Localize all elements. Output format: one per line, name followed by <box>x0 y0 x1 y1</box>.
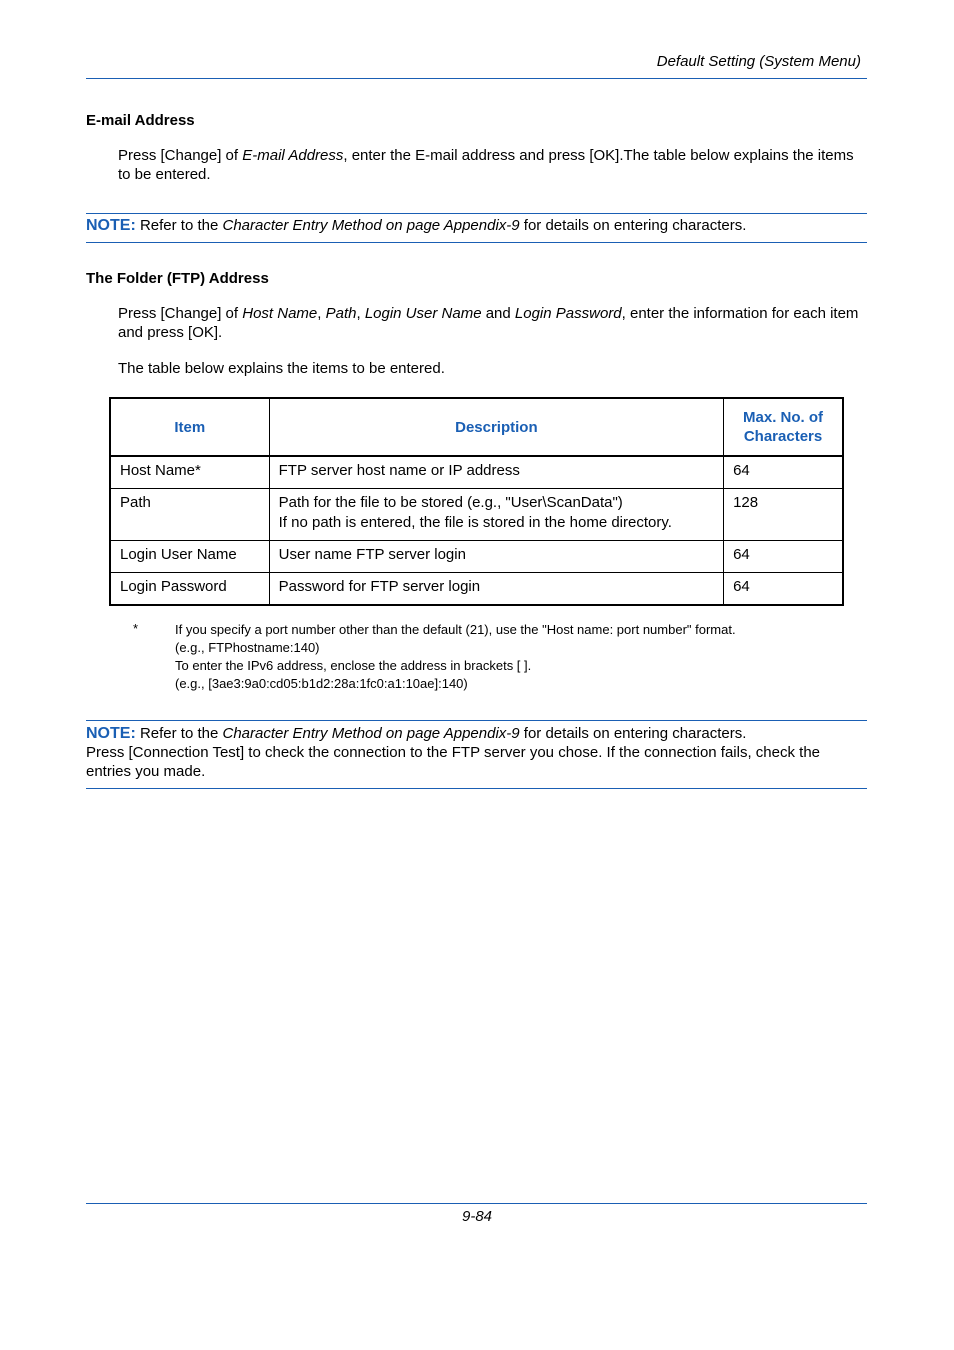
table-cell-max: 64 <box>724 573 843 606</box>
note2-text: Refer to the <box>135 725 223 742</box>
table-row <box>110 456 843 489</box>
footnote-line: If you specify a port number other than the default (21), use the "Host name: port number" format. <box>175 622 736 637</box>
ftp-para-sep: , <box>356 305 365 322</box>
table-cell-description: FTP server host name or IP address <box>269 456 723 489</box>
note2-connection-test-text: Press [Connection Test] to check the connection to the FTP server you chose. If the connection fails, check the entries you made. <box>86 744 821 780</box>
note1-text: Refer to the <box>135 217 223 234</box>
ftp-items-table <box>109 397 844 606</box>
ftp-para-sep: , <box>317 305 326 322</box>
footnote-text <box>175 621 865 693</box>
table-cell-max: 128 <box>724 489 843 541</box>
note2-text-end: for details on entering characters. <box>519 725 747 742</box>
table-header-row <box>110 398 843 456</box>
ftp-para-login-user-name: Login User Name <box>364 305 482 322</box>
note2-bottom-rule <box>86 788 867 789</box>
table-cell-item: Host Name* <box>110 456 269 489</box>
table-cell-description: User name FTP server login <box>269 541 723 573</box>
note1-bottom-rule <box>86 242 867 243</box>
table-cell-description: Password for FTP server login <box>269 573 723 606</box>
footnote-line: To enter the IPv6 address, enclose the address in brackets [ ]. <box>175 658 532 673</box>
note1 <box>86 216 868 235</box>
note1-top-rule <box>86 213 867 214</box>
ftp-para-host-name: Host Name <box>242 305 318 322</box>
note1-text-end: for details on entering characters. <box>519 217 747 234</box>
table-row <box>110 489 843 541</box>
footnote-line: (e.g., FTPhostname:140) <box>175 640 320 655</box>
table-header-item: Item <box>110 398 269 456</box>
header-max-line1: Max. No. of <box>743 409 824 426</box>
header-max-line2: Characters <box>743 428 823 445</box>
note2-label: NOTE: <box>86 725 136 742</box>
footnote-marker: * <box>133 621 139 636</box>
table-cell-item: Path <box>110 489 269 541</box>
description-line1: Path for the file to be stored (e.g., "User\ScanData") <box>278 494 623 511</box>
email-para-emphasis: E-mail Address <box>242 147 344 164</box>
description-line2: If no path is entered, the file is stored in the home directory. <box>278 514 672 531</box>
page-number: 9-84 <box>461 1208 493 1225</box>
ftp-para-path: Path <box>325 305 357 322</box>
table-cell-item: Login User Name <box>110 541 269 573</box>
table-cell-max: 64 <box>724 541 843 573</box>
ftp-section-paragraph-2: The table below explains the items to be entered. <box>118 360 445 377</box>
ftp-para-login-password: Login Password <box>514 305 622 322</box>
table-cell-item: Login Password <box>110 573 269 606</box>
note2-top-rule <box>86 720 867 721</box>
table-cell-max: 64 <box>724 456 843 489</box>
page-header-title: Default Setting (System Menu) <box>656 53 861 70</box>
ftp-section-paragraph-1 <box>118 304 868 342</box>
email-para-text-end: , enter the E-mail address and press [OK].The table below explains the items to be entered. <box>118 147 854 183</box>
note2 <box>86 724 868 781</box>
table-header-max-characters <box>724 398 843 456</box>
email-section-paragraph <box>118 146 868 184</box>
table-row <box>110 541 843 573</box>
table-cell-description <box>269 489 723 541</box>
note1-reference: Character Entry Method on page Appendix-9 <box>222 217 520 234</box>
footer-rule <box>86 1203 867 1204</box>
email-section-title: E-mail Address <box>86 112 195 129</box>
footnote-line: (e.g., [3ae3:9a0:cd05:b1d2:28a:1fc0:a1:10ae]:140) <box>175 676 468 691</box>
table-row <box>110 573 843 606</box>
email-para-text: Press [Change] of <box>118 147 243 164</box>
ftp-para-text: Press [Change] of <box>118 305 243 322</box>
ftp-para-text-end: , enter the information for each item and press [OK]. <box>118 305 859 341</box>
table-header-description: Description <box>269 398 723 456</box>
note2-reference: Character Entry Method on page Appendix-9 <box>222 725 520 742</box>
ftp-section-title: The Folder (FTP) Address <box>86 270 269 287</box>
note1-label: NOTE: <box>86 217 136 234</box>
header-rule <box>86 78 867 79</box>
ftp-para-and: and <box>481 305 515 322</box>
